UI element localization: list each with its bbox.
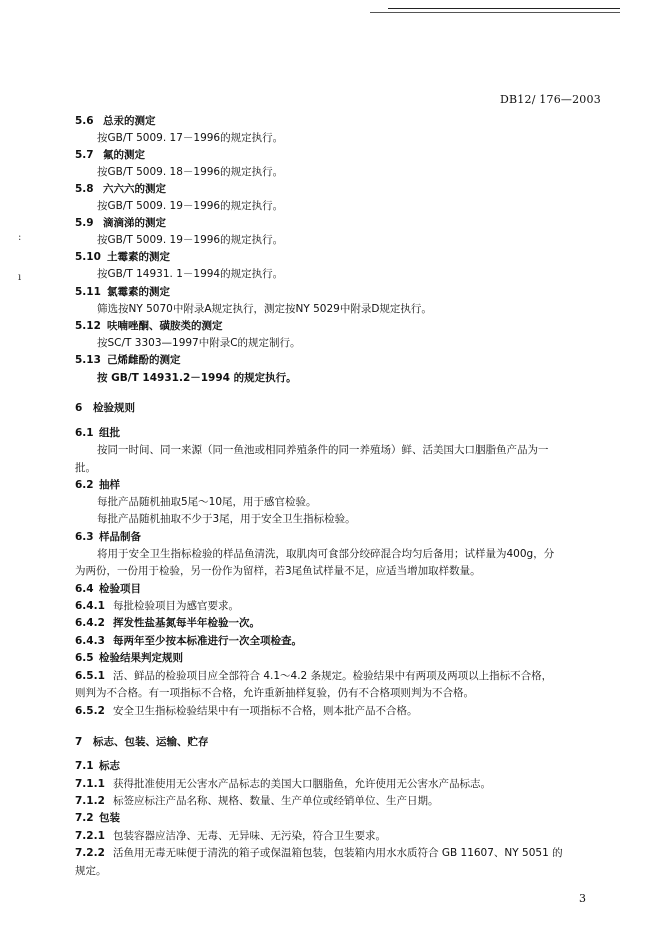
section-heading: 6.3 样品制备 xyxy=(75,531,141,543)
paragraph-line: 按SC/T 3303—1997中附录C的规定制行。 xyxy=(97,337,301,349)
margin-mark: ı xyxy=(18,272,22,283)
section-heading: 7.2 包装 xyxy=(75,812,120,824)
chapter-heading: 6 检验规则 xyxy=(75,402,135,414)
section-heading: 6.2 抽样 xyxy=(75,479,120,491)
section-heading: 5.8 六六六的测定 xyxy=(75,183,166,195)
clause-line: 7.1.1 获得批准使用无公害水产品标志的美国大口胭脂鱼，允许使用无公害水产品标志。 xyxy=(75,778,491,790)
clause-line: 7.1.2 标签应标注产品名称、规格、数量、生产单位或经销单位、生产日期。 xyxy=(75,795,439,807)
section-heading: 6.5 检验结果判定规则 xyxy=(75,652,183,664)
paragraph-line: 按GB/T 5009. 19－1996的规定执行。 xyxy=(97,200,284,212)
section-heading: 5.6 总汞的测定 xyxy=(75,115,156,127)
chapter-heading: 7 标志、包装、运输、贮存 xyxy=(75,736,209,748)
paragraph-line: 批。 xyxy=(75,462,96,474)
section-heading: 5.13 己烯雌酚的测定 xyxy=(75,354,181,366)
clause-line: 6.4.3 每两年至少按本标准进行一次全项检查。 xyxy=(75,635,302,647)
clause-line: 6.4.2 挥发性盐基氮每半年检验一次。 xyxy=(75,617,260,629)
paragraph-line: 按GB/T 14931. 1－1994的规定执行。 xyxy=(97,268,284,280)
section-heading: 5.12 呋喃唑酮、磺胺类的测定 xyxy=(75,320,223,332)
section-heading: 5.11 氯霉素的测定 xyxy=(75,286,170,298)
paragraph-line: 每批产品随机抽取5尾～10尾，用于感官检验。 xyxy=(97,496,317,508)
clause-line: 7.2.1 包装容器应洁净、无毒、无异味、无污染，符合卫生要求。 xyxy=(75,830,386,842)
paragraph-line: 按同一时间、同一来源（同一鱼池或相同养殖条件的同一养殖场）鲜、活美国大口胭脂鱼产品为一 xyxy=(97,444,549,456)
page-number: 3 xyxy=(579,892,586,905)
clause-line: 6.4.1 每批检验项目为感官要求。 xyxy=(75,600,239,612)
clause-line: 7.2.2 活鱼用无毒无味便于清洗的箱子或保温箱包装，包装箱内用水水质符合 GB 11607、NY 5051 的 xyxy=(75,847,563,859)
paragraph-line: 规定。 xyxy=(75,865,107,877)
document-code: DB12/ 176—2003 xyxy=(500,93,601,106)
section-heading: 6.4 检验项目 xyxy=(75,583,141,595)
section-heading: 7.1 标志 xyxy=(75,760,120,772)
margin-mark: : xyxy=(18,232,22,243)
header-rule-secondary xyxy=(370,12,620,13)
paragraph-line: 按GB/T 5009. 17－1996的规定执行。 xyxy=(97,132,284,144)
paragraph-line: 按GB/T 5009. 19－1996的规定执行。 xyxy=(97,234,284,246)
paragraph-line: 每批产品随机抽取不少于3尾，用于安全卫生指标检验。 xyxy=(97,513,356,525)
paragraph-line: 则判为不合格。有一项指标不合格，允许重新抽样复验，仍有不合格项则判为不合格。 xyxy=(75,687,474,699)
paragraph-line: 按 GB/T 14931.2－1994 的规定执行。 xyxy=(97,372,297,384)
clause-line: 6.5.1 活、鲜品的检验项目应全部符合 4.1～4.2 条规定。检验结果中有两项及两项以上指标不合格， xyxy=(75,670,553,682)
paragraph-line: 筛选按NY 5070中附录A规定执行，测定按NY 5029中附录D规定执行。 xyxy=(97,303,432,315)
clause-line: 6.5.2 安全卫生指标检验结果中有一项指标不合格，则本批产品不合格。 xyxy=(75,705,418,717)
section-heading: 5.10 土霉素的测定 xyxy=(75,251,170,263)
header-rule xyxy=(388,8,620,9)
paragraph-line: 将用于安全卫生指标检验的样品鱼清洗，取肌肉可食部分绞碎混合均匀后备用；试样量为400g，分 xyxy=(97,548,555,560)
paragraph-line: 为两份，一份用于检验，另一份作为留样，若3尾鱼试样量不足，应适当增加取样数量。 xyxy=(75,565,481,577)
section-heading: 5.7 氟的测定 xyxy=(75,149,145,161)
section-heading: 5.9 滴滴涕的测定 xyxy=(75,217,166,229)
paragraph-line: 按GB/T 5009. 18－1996的规定执行。 xyxy=(97,166,284,178)
section-heading: 6.1 组批 xyxy=(75,427,120,439)
